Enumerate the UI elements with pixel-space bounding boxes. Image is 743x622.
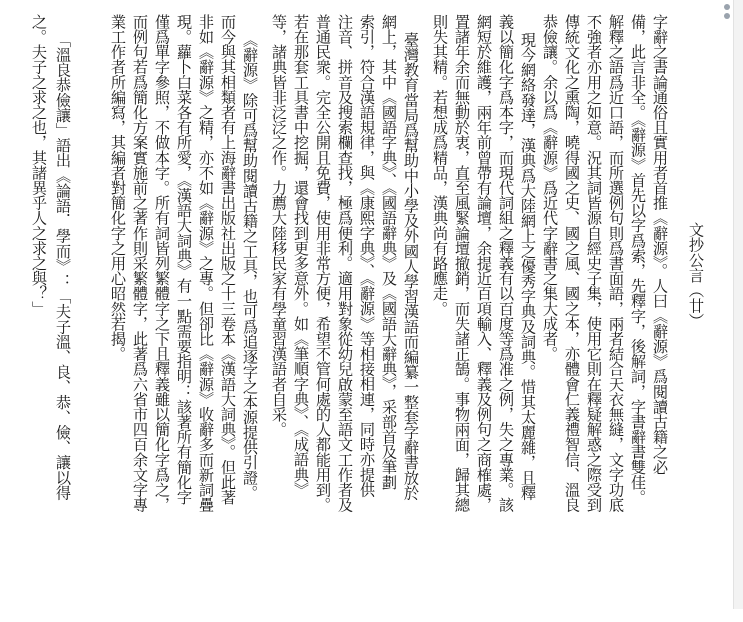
text-column: 字辭之書論通俗且實用者首推《辭源》。人曰《辭源》爲閱讀古籍之必 <box>651 14 669 475</box>
text-column: 解釋之語爲近口語，而所選例句則爲書面語，兩者結合天衣無縫，文字功底 <box>607 14 625 513</box>
text-column: 之。夫子之求之也，其諸異乎人之求之與？」 <box>30 14 48 317</box>
text-column: 索引，符合漢語規律，與《康熙字典》、《辭源》等相接相連，同時亦提供 <box>358 14 376 498</box>
more-icon[interactable] <box>724 4 730 10</box>
text-column: 而例句若爲簡化方案實施前之著作則采繁體字，此著爲六省市四百余文字專 <box>131 14 149 513</box>
text-column: 若在那套工具書中挖掘，還會找到更多意外。如《筆順字典》、《成語典》 <box>292 14 310 498</box>
text-column: 等，諸典皆非泛泛之作。力薦大陸移民家有學童習漢語者自采。 <box>270 14 288 437</box>
text-column: 則失其精。若想成爲精品，漢典尚有路應走。 <box>431 14 449 317</box>
scrollbar-track[interactable] <box>733 0 743 609</box>
text-column: 置諸年余而無動於衷，直至風緊論壇撤銷，而失諸正鵠。事物兩面，歸其總 <box>453 14 471 513</box>
text-column: 現今網絡發達，漢典爲大陸網上之優秀字典及詞典。惜其太麗雜，且釋 <box>519 32 537 501</box>
text-column: 網短於維護，兩年前曾帶有論壇，余提近百項輸入、釋義及例句之商榷處， <box>475 14 493 513</box>
text-column: 恭儉讓。余以爲《辭源》爲近代字辭書之集大成者。 <box>541 14 559 362</box>
document-title: 文抄公言（廿） <box>687 222 705 329</box>
text-column: 而今與其相類者有上海辭書出版社出版之十三卷本《漢語大詞典》。但此著 <box>219 14 237 505</box>
text-column: 普通民衆。完全公開且免費，使用非常方便，希望不管何處的人都能用到。 <box>314 14 332 513</box>
text-column: 《辭源》除可爲幫助閱讀古籍之工具，也可爲追逐字之本源提供引證。 <box>241 32 259 501</box>
text-column: 業工作者所編寫，其編者對簡化字之用心昭然若揭。 <box>109 14 127 362</box>
text-column: 臺灣教育當局爲幫助中小學及外國人學習漢語而編纂一整套字辭書放於 <box>402 32 420 501</box>
text-column: 義以簡化字爲本字，而現代詞組之釋義有以百度等爲准之例，失之專業。該 <box>497 14 515 513</box>
text-column: 現。蘿卜白菜各有所愛，《漢語大詞典》有一點需要指明：該著所有簡化字 <box>175 14 193 505</box>
text-column: 注音、拼音及搜索欄查找，極爲便利。適用對象從幼兒啟蒙至語文工作者及 <box>336 14 354 513</box>
text-column: 網上，其中《國語字典》、《國語辭典》及《國語大辭典》，采部首及筆劃 <box>380 14 398 490</box>
text-column: 僅爲單字參照，不做本字。所有詞皆列繁體字之下且釋義雖以簡化字爲之， <box>153 14 171 513</box>
text-column: 非如《辭源》之精，亦不如《辭源》之專。但卻比《辭源》收辭多而新詞疊 <box>197 14 215 513</box>
text-column: 備，此言非全。《辭源》首先以字爲索，先釋字，後解詞，字書辭書雙佳。 <box>629 14 647 505</box>
text-column: 傳統文化之熏陶，曉得國之史、國之風、國之本，亦體會仁義禮智信、溫良 <box>563 14 581 513</box>
text-column: 不強者亦用之如意。況其詞皆源自經史子集，使用它則在釋疑解惑之際受到 <box>585 14 603 513</box>
text-column: 「溫良恭儉讓」語出《論語．學而》：「夫子溫、良、恭、儉、讓以得 <box>54 32 72 501</box>
